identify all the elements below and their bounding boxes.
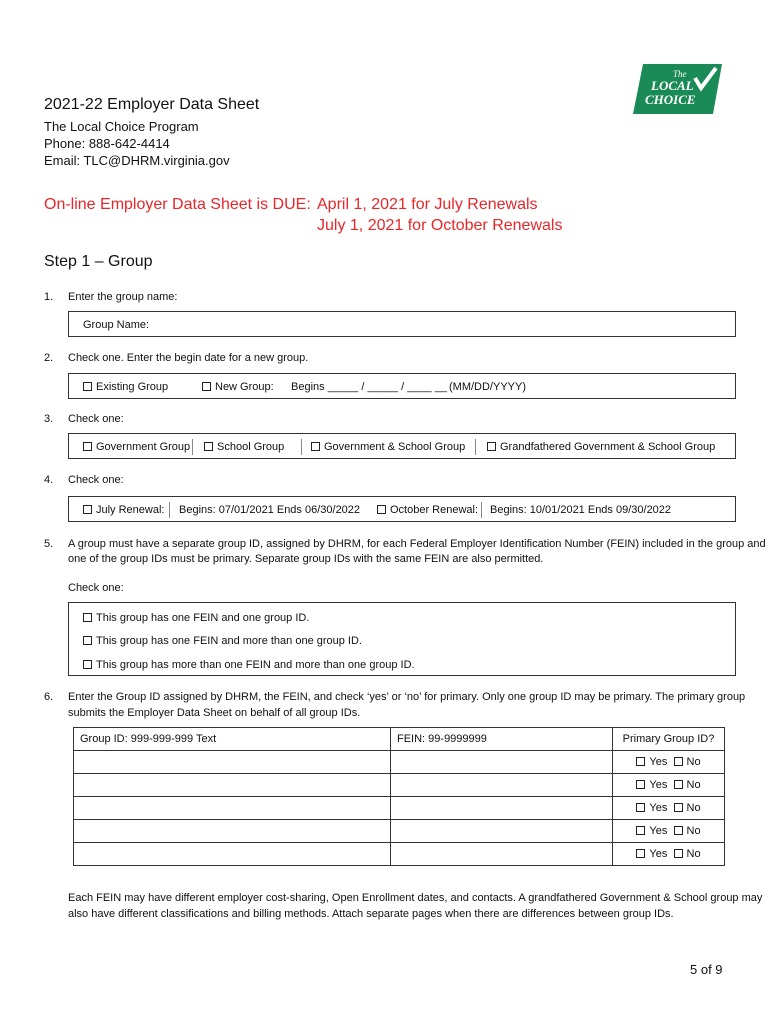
renewal-box: [68, 496, 736, 522]
q1-number: 1.: [44, 291, 54, 303]
page-title: 2021-22 Employer Data Sheet: [44, 96, 260, 113]
checkbox-icon: [674, 803, 683, 812]
checkbox-icon: [674, 826, 683, 835]
yes-checkbox[interactable]: [636, 848, 667, 860]
primary-cell: [613, 820, 725, 843]
yes-checkbox[interactable]: [636, 756, 667, 768]
checkbox-icon: [83, 660, 92, 669]
yes-checkbox[interactable]: [636, 825, 667, 837]
checkbox-icon: [204, 442, 213, 451]
new-group-label: New Group:: [215, 381, 274, 393]
q6-number: 6.: [44, 691, 54, 703]
group-id-cell[interactable]: [74, 774, 391, 797]
due-date-october: July 1, 2021 for October Renewals: [317, 217, 563, 234]
divider: [475, 439, 476, 455]
school-group-label: School Group: [217, 441, 285, 453]
no-checkbox[interactable]: [674, 756, 701, 768]
new-group-checkbox[interactable]: [202, 381, 274, 393]
divider: [481, 502, 482, 518]
one-fein-multi-id-checkbox[interactable]: [83, 635, 362, 647]
checkbox-icon: [202, 382, 211, 391]
program-name: The Local Choice Program: [44, 119, 199, 134]
table-row: [74, 797, 725, 820]
checkbox-icon: [636, 780, 645, 789]
table-header-row: [74, 728, 725, 751]
existing-group-checkbox[interactable]: [83, 381, 168, 393]
group-id-table: [73, 727, 725, 866]
group-name-field[interactable]: [68, 311, 736, 337]
divider: [301, 439, 302, 455]
one-fein-one-id-label: This group has one FEIN and one group ID.: [96, 612, 310, 624]
school-group-checkbox[interactable]: [204, 441, 284, 453]
primary-cell: [613, 843, 725, 866]
checkbox-icon: [636, 849, 645, 858]
fein-cell[interactable]: [391, 797, 613, 820]
q5-number: 5.: [44, 538, 54, 550]
no-checkbox[interactable]: [674, 848, 701, 860]
logo-text-choice: CHOICE: [645, 92, 696, 107]
yes-checkbox[interactable]: [636, 779, 667, 791]
no-label: No: [686, 802, 701, 814]
primary-cell: [613, 797, 725, 820]
checkbox-icon: [674, 849, 683, 858]
table-row: [74, 774, 725, 797]
date-format-hint: (MM/DD/YYYY): [449, 381, 526, 393]
primary-cell: [613, 774, 725, 797]
checkbox-icon: [487, 442, 496, 451]
checkbox-icon: [83, 382, 92, 391]
begin-date-field[interactable]: Begins _____ / _____ / ____ __: [291, 381, 447, 393]
july-renewal-dates: Begins: 07/01/2021 Ends 06/30/2022: [179, 504, 361, 516]
fein-header: FEIN: 99-9999999: [391, 728, 613, 751]
yes-label: Yes: [649, 802, 668, 814]
fein-cell[interactable]: [391, 774, 613, 797]
q4-number: 4.: [44, 474, 54, 486]
no-checkbox[interactable]: [674, 802, 701, 814]
q3-text: Check one:: [68, 413, 124, 425]
q2-text: Check one. Enter the begin date for a new group.: [68, 352, 309, 364]
step-heading: Step 1 – Group: [44, 253, 153, 270]
local-choice-logo: [633, 64, 722, 114]
yes-label: Yes: [649, 756, 668, 768]
no-label: No: [686, 756, 701, 768]
footnote-line1: Each FEIN may have different employer cost-sharing, Open Enrollment dates, and contacts. A grandfathered Government & School group may: [68, 892, 763, 904]
q4-text: Check one:: [68, 474, 124, 486]
table-row: [74, 751, 725, 774]
due-date-july: April 1, 2021 for July Renewals: [317, 196, 538, 213]
group-name-label: Group Name:: [83, 319, 150, 331]
group-id-cell[interactable]: [74, 751, 391, 774]
group-category-box: [68, 433, 736, 459]
checkbox-icon: [674, 780, 683, 789]
multi-fein-multi-id-checkbox[interactable]: [83, 659, 415, 671]
july-renewal-label: July Renewal:: [96, 504, 165, 516]
government-group-label: Government Group: [96, 441, 191, 453]
logo-text-local: LOCAL: [651, 78, 694, 93]
grandfathered-group-label: Grandfathered Government & School Group: [500, 441, 716, 453]
gov-school-group-label: Government & School Group: [324, 441, 466, 453]
page-number: 5 of 9: [690, 962, 723, 977]
fein-cell[interactable]: [391, 820, 613, 843]
q6-text-line2: submits the Employer Data Sheet on behalf of all group IDs.: [68, 707, 361, 719]
government-group-checkbox[interactable]: [83, 441, 190, 453]
q2-number: 2.: [44, 352, 54, 364]
checkbox-icon: [377, 505, 386, 514]
gov-school-group-checkbox[interactable]: [311, 441, 465, 453]
group-id-header: Group ID: 999-999-999 Text: [74, 728, 391, 751]
no-label: No: [686, 848, 701, 860]
divider: [169, 502, 170, 518]
checkbox-icon: [674, 757, 683, 766]
no-label: No: [686, 779, 701, 791]
no-label: No: [686, 825, 701, 837]
no-checkbox[interactable]: [674, 825, 701, 837]
multi-fein-multi-id-label: This group has more than one FEIN and more than one group ID.: [96, 659, 415, 671]
divider: [192, 439, 193, 455]
primary-cell: [613, 751, 725, 774]
yes-label: Yes: [649, 848, 668, 860]
existing-group-label: Existing Group: [96, 381, 169, 393]
no-checkbox[interactable]: [674, 779, 701, 791]
checkbox-icon: [311, 442, 320, 451]
yes-checkbox[interactable]: [636, 802, 667, 814]
q5-text-line1: A group must have a separate group ID, assigned by DHRM, for each Federal Employer Identification Number (FEIN) included in the group and: [68, 538, 766, 550]
footnote-line2: also have different classifications and billing methods. Attach separate pages when there are differences between group IDs.: [68, 908, 674, 920]
footnote: [68, 890, 763, 922]
email-line: Email: TLC@DHRM.virginia.gov: [44, 153, 230, 168]
yes-label: Yes: [649, 779, 668, 791]
logo-text-the: The: [673, 69, 687, 79]
july-renewal-checkbox[interactable]: [83, 504, 164, 516]
october-renewal-checkbox[interactable]: [377, 504, 478, 516]
table-row: [74, 843, 725, 866]
due-label: On-line Employer Data Sheet is DUE:: [44, 196, 311, 213]
q6-text-line1: Enter the Group ID assigned by DHRM, the FEIN, and check ‘yes’ or ‘no’ for primary. Only one group ID may be primary. The primary group: [68, 691, 746, 703]
q5-check-one: Check one:: [68, 582, 124, 594]
group-type-box: [68, 373, 736, 399]
table-row: [74, 820, 725, 843]
one-fein-one-id-checkbox[interactable]: [83, 612, 309, 624]
checkbox-icon: [83, 613, 92, 622]
october-renewal-label: October Renewal:: [390, 504, 479, 516]
group-id-cell[interactable]: [74, 820, 391, 843]
yes-label: Yes: [649, 825, 668, 837]
q3-number: 3.: [44, 413, 54, 425]
primary-header: Primary Group ID?: [613, 728, 725, 751]
checkbox-icon: [83, 505, 92, 514]
october-renewal-dates: Begins: 10/01/2021 Ends 09/30/2022: [490, 504, 672, 516]
fein-cell[interactable]: [391, 751, 613, 774]
one-fein-multi-id-label: This group has one FEIN and more than one group ID.: [96, 635, 362, 647]
fein-cell[interactable]: [391, 843, 613, 866]
fein-box: [68, 602, 736, 676]
q1-text: Enter the group name:: [68, 291, 178, 303]
phone-line: Phone: 888-642-4414: [44, 136, 170, 151]
checkbox-icon: [636, 826, 645, 835]
q5-text-line2: one of the group IDs must be primary. Separate group IDs with the same FEIN are also permitted.: [68, 553, 544, 565]
group-id-cell[interactable]: [74, 797, 391, 820]
checkbox-icon: [636, 803, 645, 812]
checkbox-icon: [83, 442, 92, 451]
group-id-cell[interactable]: [74, 843, 391, 866]
checkbox-icon: [636, 757, 645, 766]
grandfathered-group-checkbox[interactable]: [487, 441, 715, 453]
checkbox-icon: [83, 636, 92, 645]
